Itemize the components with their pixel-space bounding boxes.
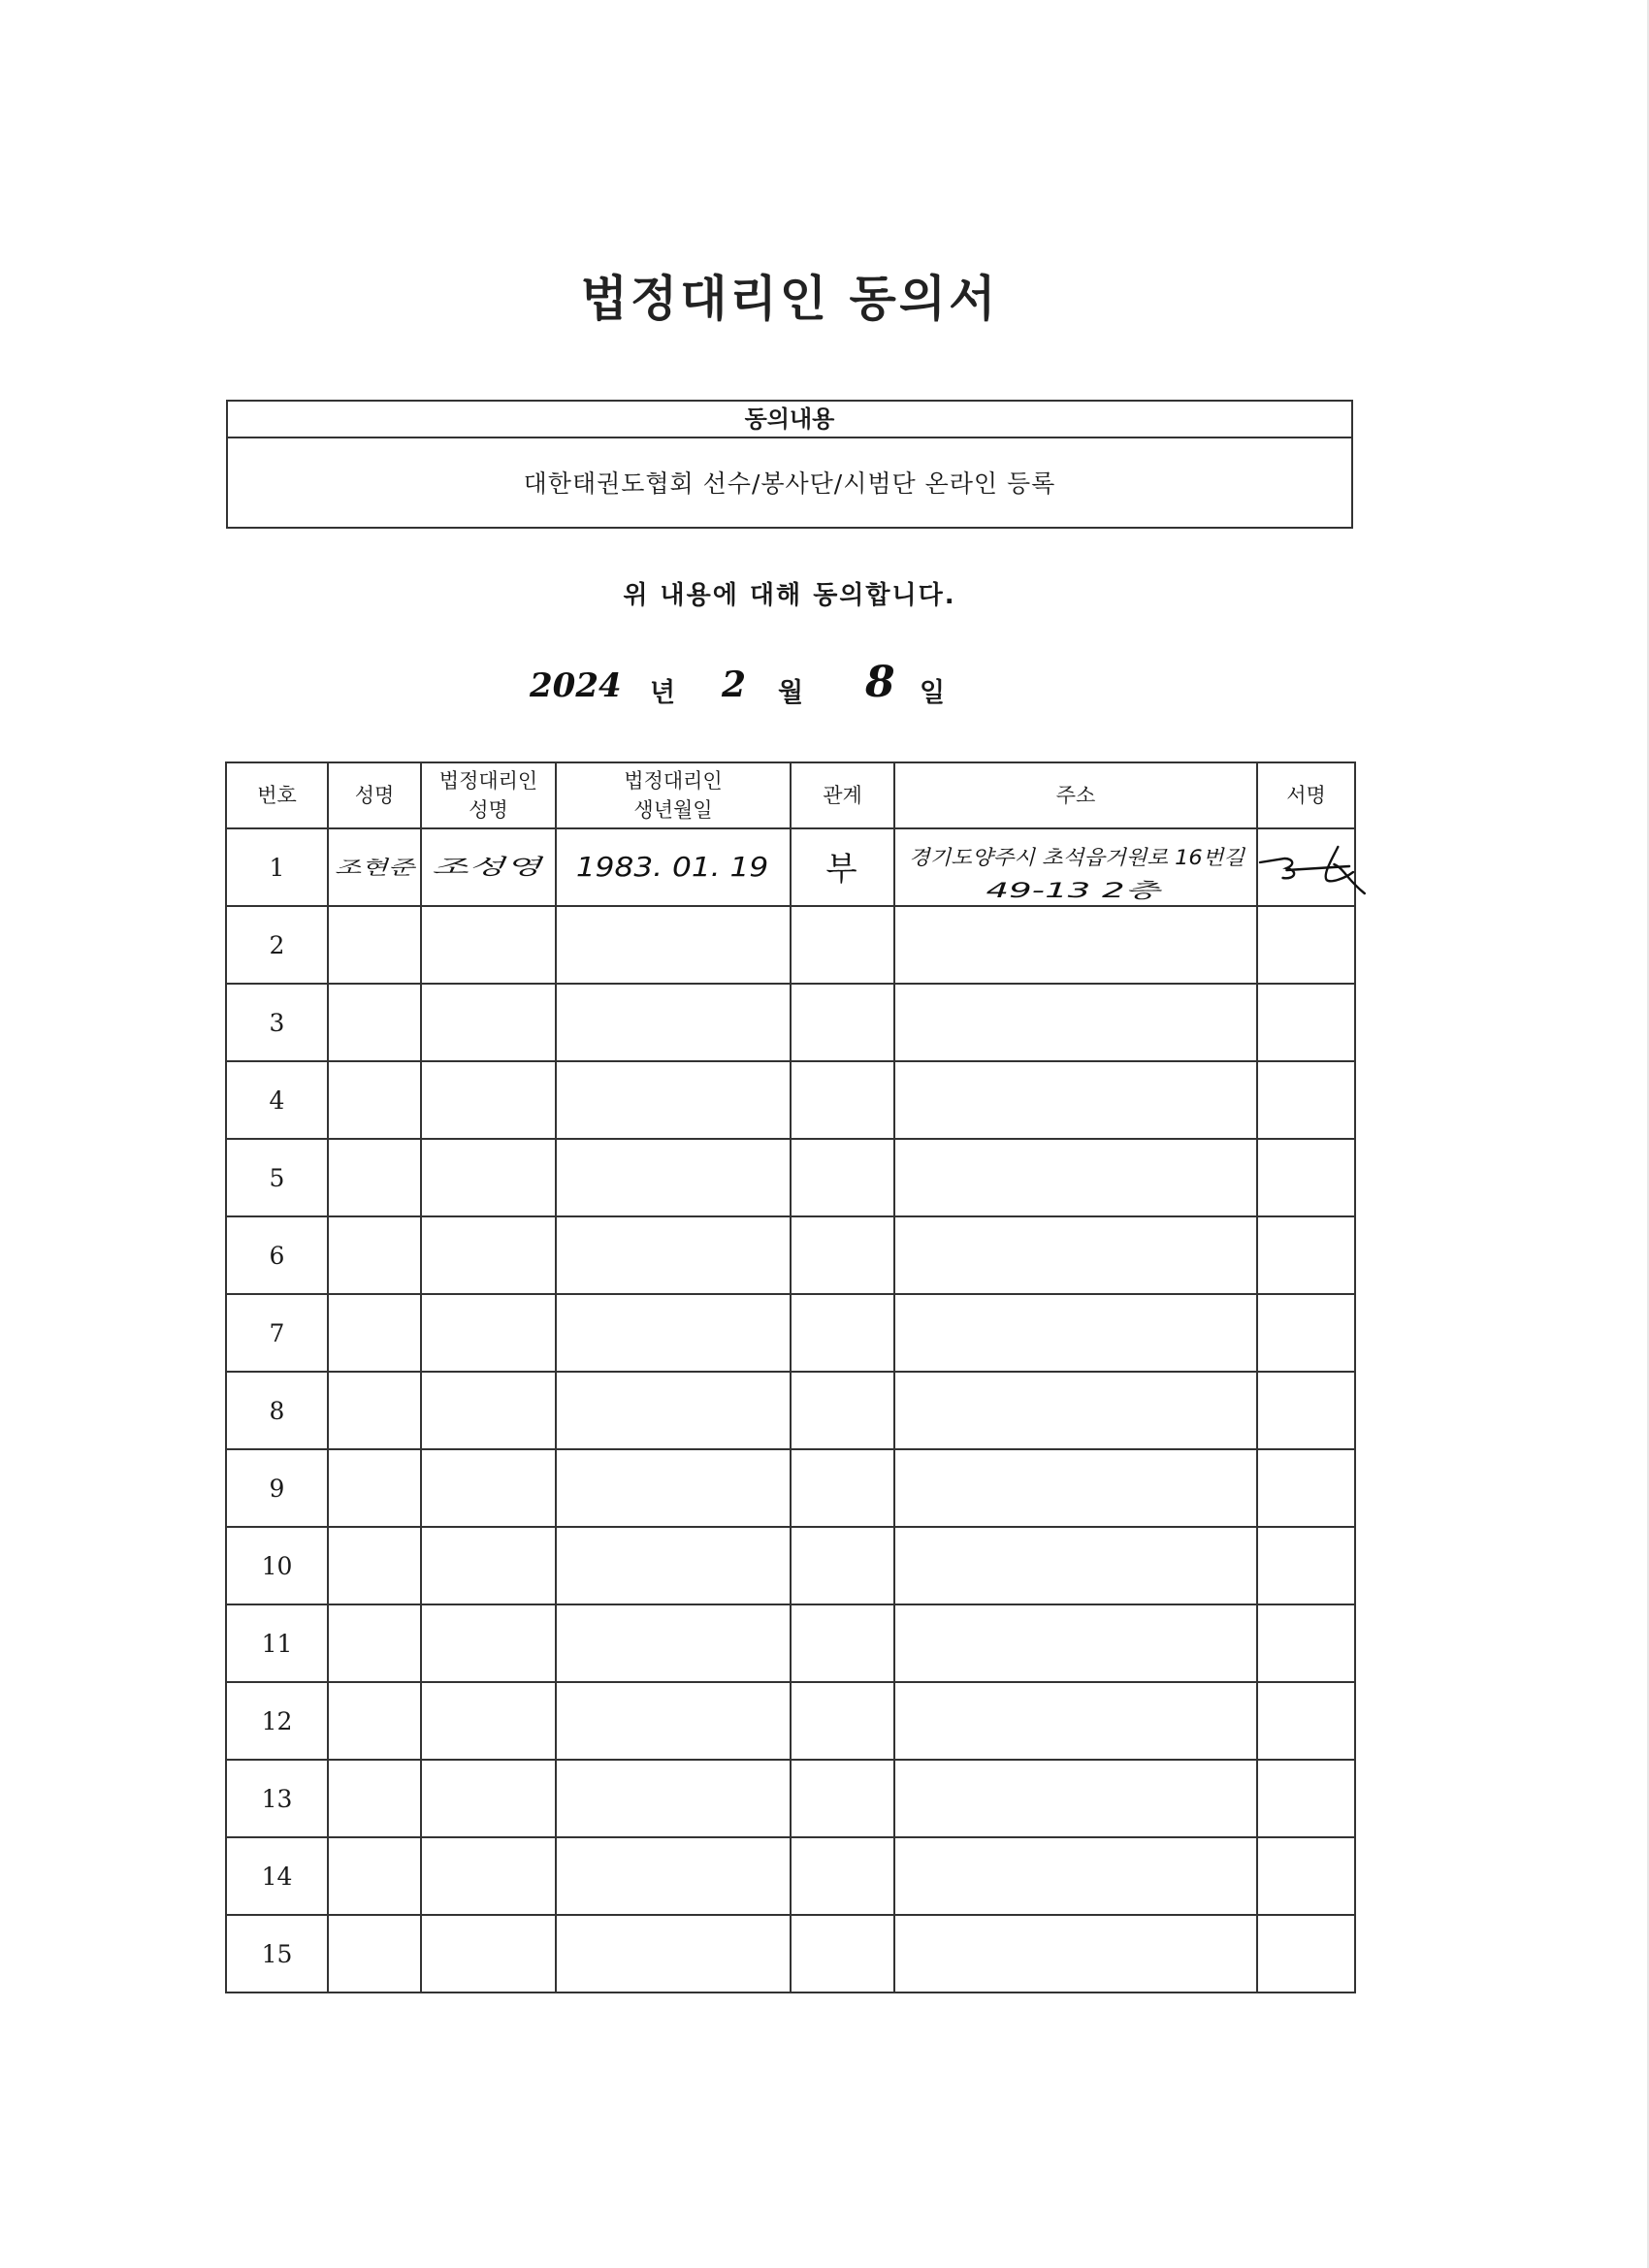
row-signature[interactable] bbox=[1257, 1216, 1355, 1294]
row-name[interactable] bbox=[328, 984, 421, 1061]
row-number: 7 bbox=[226, 1294, 328, 1372]
table-row bbox=[226, 828, 1355, 906]
row-number: 1 bbox=[226, 828, 328, 906]
row-relation[interactable] bbox=[791, 1604, 894, 1682]
row-relation[interactable] bbox=[791, 828, 894, 906]
consent-box bbox=[226, 400, 1353, 529]
row-name[interactable] bbox=[328, 1449, 421, 1527]
row-address[interactable] bbox=[894, 906, 1257, 984]
row-signature[interactable] bbox=[1257, 828, 1355, 906]
row-guardian-name[interactable] bbox=[421, 1760, 556, 1837]
header-guardian-birth bbox=[556, 762, 791, 828]
table-row bbox=[226, 1294, 1355, 1372]
row-address[interactable] bbox=[894, 1372, 1257, 1449]
row-relation[interactable] bbox=[791, 1372, 894, 1449]
handwritten-day bbox=[852, 648, 920, 710]
row-address[interactable] bbox=[894, 1294, 1257, 1372]
handwritten-address bbox=[895, 829, 1256, 905]
row-signature[interactable] bbox=[1257, 1449, 1355, 1527]
row-number: 9 bbox=[226, 1449, 328, 1527]
row-relation[interactable] bbox=[791, 1061, 894, 1139]
row-name[interactable] bbox=[328, 1061, 421, 1139]
address-line2-value: 49-13 2층 bbox=[986, 878, 1163, 903]
row-address[interactable] bbox=[894, 1604, 1257, 1682]
row-address[interactable] bbox=[894, 1139, 1257, 1216]
consent-content: 대한태권도협회 선수/봉사단/시범단 온라인 등록 bbox=[523, 470, 1056, 498]
row-name[interactable] bbox=[328, 1682, 421, 1760]
row-guardian-name[interactable] bbox=[421, 1604, 556, 1682]
table-row bbox=[226, 1604, 1355, 1682]
row-number: 4 bbox=[226, 1061, 328, 1139]
table-row bbox=[226, 1682, 1355, 1760]
row-guardian-name[interactable] bbox=[421, 828, 556, 906]
table-row bbox=[226, 1139, 1355, 1216]
row-relation[interactable] bbox=[791, 984, 894, 1061]
row-guardian-name[interactable] bbox=[421, 906, 556, 984]
row-relation[interactable] bbox=[791, 1682, 894, 1760]
row-relation[interactable] bbox=[791, 1294, 894, 1372]
row-guardian-birth[interactable] bbox=[556, 1061, 791, 1139]
row-name[interactable] bbox=[328, 1139, 421, 1216]
table-row bbox=[226, 1061, 1355, 1139]
name-value: 조현준 bbox=[334, 856, 417, 880]
header-number: 번호 bbox=[226, 762, 328, 828]
handwritten-relation bbox=[792, 829, 893, 905]
row-signature[interactable] bbox=[1257, 1294, 1355, 1372]
address-line1-value: 경기도양주시 초석읍거원로 16번길 bbox=[908, 845, 1246, 870]
consent-header: 동의내용 bbox=[228, 402, 1351, 438]
row-guardian-birth[interactable] bbox=[556, 1216, 791, 1294]
row-address[interactable] bbox=[894, 1527, 1257, 1604]
day-value: 8 bbox=[865, 658, 895, 707]
header-guardian-birth-line2: 생년월일 bbox=[633, 798, 713, 822]
table-row bbox=[226, 1837, 1355, 1915]
row-guardian-name[interactable] bbox=[421, 1449, 556, 1527]
row-name[interactable] bbox=[328, 1294, 421, 1372]
handwritten-month bbox=[708, 652, 776, 710]
row-guardian-name[interactable] bbox=[421, 1294, 556, 1372]
row-guardian-name[interactable] bbox=[421, 1372, 556, 1449]
row-guardian-name[interactable] bbox=[421, 984, 556, 1061]
table-row bbox=[226, 1527, 1355, 1604]
row-number: 5 bbox=[226, 1139, 328, 1216]
row-guardian-name[interactable] bbox=[421, 1527, 556, 1604]
row-relation[interactable] bbox=[791, 1915, 894, 1993]
guardian-name-value: 조성영 bbox=[431, 855, 545, 881]
row-address[interactable] bbox=[894, 1915, 1257, 1993]
row-guardian-name[interactable] bbox=[421, 1216, 556, 1294]
row-guardian-birth[interactable] bbox=[556, 1449, 791, 1527]
row-address[interactable] bbox=[894, 1216, 1257, 1294]
table-row bbox=[226, 1915, 1355, 1993]
row-guardian-name[interactable] bbox=[421, 1915, 556, 1993]
row-guardian-birth[interactable] bbox=[556, 1294, 791, 1372]
row-address[interactable] bbox=[894, 1682, 1257, 1760]
handwritten-signature bbox=[1258, 829, 1354, 905]
row-signature[interactable] bbox=[1257, 1837, 1355, 1915]
row-guardian-birth[interactable] bbox=[556, 1372, 791, 1449]
row-signature[interactable] bbox=[1257, 984, 1355, 1061]
row-guardian-birth[interactable] bbox=[556, 1682, 791, 1760]
row-guardian-birth[interactable] bbox=[556, 1604, 791, 1682]
year-value: 2024 bbox=[530, 666, 622, 705]
table-row bbox=[226, 906, 1355, 984]
table-row bbox=[226, 1216, 1355, 1294]
row-relation[interactable] bbox=[791, 1837, 894, 1915]
relation-value: 부 bbox=[825, 849, 857, 889]
row-number: 12 bbox=[226, 1682, 328, 1760]
row-name[interactable] bbox=[328, 1604, 421, 1682]
row-address[interactable] bbox=[894, 1449, 1257, 1527]
table-row bbox=[226, 1449, 1355, 1527]
row-name[interactable] bbox=[328, 906, 421, 984]
row-guardian-name[interactable] bbox=[421, 1061, 556, 1139]
row-guardian-name[interactable] bbox=[421, 1682, 556, 1760]
row-guardian-name[interactable] bbox=[421, 1139, 556, 1216]
row-name[interactable] bbox=[328, 1760, 421, 1837]
row-relation[interactable] bbox=[791, 1449, 894, 1527]
header-guardian-name-line1: 법정대리인 bbox=[438, 769, 538, 793]
row-address[interactable] bbox=[894, 1061, 1257, 1139]
year-label: 년 bbox=[650, 678, 676, 708]
row-signature[interactable] bbox=[1257, 1527, 1355, 1604]
row-signature[interactable] bbox=[1257, 1682, 1355, 1760]
date-line bbox=[524, 652, 970, 710]
day-label: 일 bbox=[920, 678, 946, 708]
row-number: 15 bbox=[226, 1915, 328, 1993]
row-signature[interactable] bbox=[1257, 1372, 1355, 1449]
handwritten-name bbox=[329, 829, 420, 905]
row-name[interactable] bbox=[328, 1527, 421, 1604]
row-guardian-birth[interactable] bbox=[556, 906, 791, 984]
row-relation[interactable] bbox=[791, 1527, 894, 1604]
row-number: 13 bbox=[226, 1760, 328, 1837]
guardian-birth-value: 1983. 01. 19 bbox=[575, 850, 769, 884]
month-value: 2 bbox=[722, 664, 747, 705]
row-address[interactable] bbox=[894, 828, 1257, 906]
table-row bbox=[226, 1760, 1355, 1837]
row-number: 8 bbox=[226, 1372, 328, 1449]
header-guardian-name bbox=[421, 762, 556, 828]
row-signature[interactable] bbox=[1257, 1061, 1355, 1139]
row-signature[interactable] bbox=[1257, 1760, 1355, 1837]
row-signature[interactable] bbox=[1257, 1139, 1355, 1216]
row-guardian-name[interactable] bbox=[421, 1837, 556, 1915]
guardian-table bbox=[225, 761, 1356, 1993]
header-name: 성명 bbox=[328, 762, 421, 828]
row-address[interactable] bbox=[894, 984, 1257, 1061]
row-relation[interactable] bbox=[791, 906, 894, 984]
row-guardian-birth[interactable] bbox=[556, 1139, 791, 1216]
header-guardian-birth-line1: 법정대리인 bbox=[624, 769, 723, 793]
row-guardian-birth[interactable] bbox=[556, 828, 791, 906]
row-number: 14 bbox=[226, 1837, 328, 1915]
row-name[interactable] bbox=[328, 828, 421, 906]
row-relation[interactable] bbox=[791, 1139, 894, 1216]
row-guardian-birth[interactable] bbox=[556, 1915, 791, 1993]
row-name[interactable] bbox=[328, 1216, 421, 1294]
month-label: 월 bbox=[778, 678, 804, 708]
header-relation: 관계 bbox=[791, 762, 894, 828]
table-row bbox=[226, 1372, 1355, 1449]
header-guardian-name-line2: 성명 bbox=[469, 798, 508, 822]
row-guardian-birth[interactable] bbox=[556, 984, 791, 1061]
row-address[interactable] bbox=[894, 1760, 1257, 1837]
row-number: 11 bbox=[226, 1604, 328, 1682]
row-number: 6 bbox=[226, 1216, 328, 1294]
row-signature[interactable] bbox=[1257, 906, 1355, 984]
handwritten-year bbox=[524, 652, 655, 710]
header-address: 주소 bbox=[894, 762, 1257, 828]
header-signature: 서명 bbox=[1257, 762, 1355, 828]
row-number: 10 bbox=[226, 1527, 328, 1604]
page-title: 법정대리인 동의서 bbox=[580, 271, 999, 327]
row-name[interactable] bbox=[328, 1837, 421, 1915]
handwritten-guardian-birth bbox=[557, 829, 790, 905]
table-row bbox=[226, 984, 1355, 1061]
row-number: 3 bbox=[226, 984, 328, 1061]
row-guardian-birth[interactable] bbox=[556, 1527, 791, 1604]
row-number: 2 bbox=[226, 906, 328, 984]
row-guardian-birth[interactable] bbox=[556, 1837, 791, 1915]
row-signature[interactable] bbox=[1257, 1604, 1355, 1682]
row-name[interactable] bbox=[328, 1915, 421, 1993]
row-relation[interactable] bbox=[791, 1216, 894, 1294]
agree-statement: 위 내용에 대해 동의합니다. bbox=[623, 581, 956, 610]
row-address[interactable] bbox=[894, 1837, 1257, 1915]
row-guardian-birth[interactable] bbox=[556, 1760, 791, 1837]
row-name[interactable] bbox=[328, 1372, 421, 1449]
row-signature[interactable] bbox=[1257, 1915, 1355, 1993]
row-relation[interactable] bbox=[791, 1760, 894, 1837]
table-header-row bbox=[226, 762, 1355, 828]
handwritten-guardian-name bbox=[422, 829, 555, 905]
